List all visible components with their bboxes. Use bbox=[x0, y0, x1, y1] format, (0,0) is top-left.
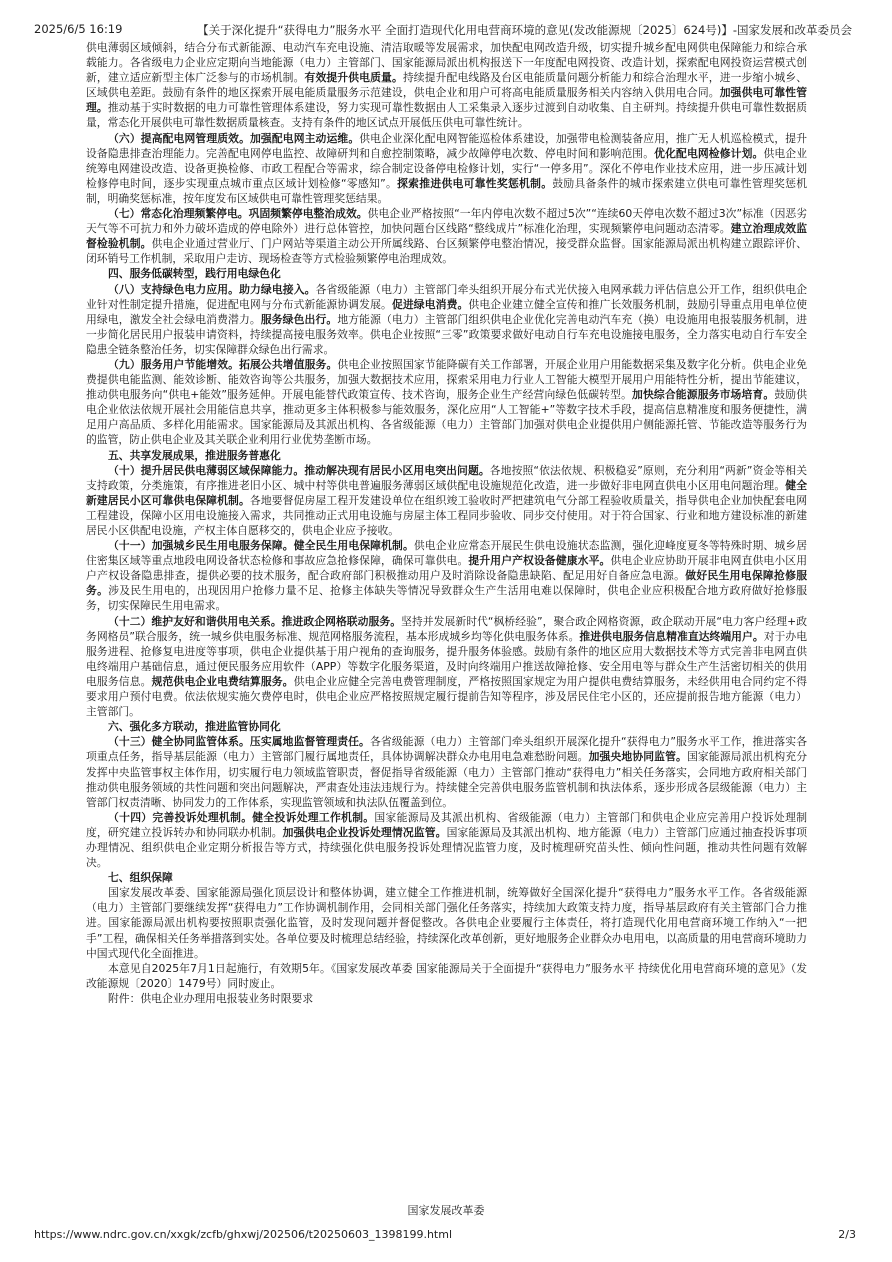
text-run: 各地按照“依法依规、积极稳妥”原则，充分利用“两新”资金等相关支持政策，分类施策，有序推进老旧小区、城中村等供电普遍服务薄弱区域供配电设施规范化改造，进一步做好非电网直供电小区用电问题治理。 bbox=[86, 463, 807, 492]
bold-phrase: （八）支持绿色电力应用。助力绿电接入。 bbox=[108, 282, 316, 296]
bold-phrase: 加强供电可靠性管理。 bbox=[86, 86, 807, 115]
text-run: 地方能源（电力）主管部门组织供电企业优化完善电动汽车充（换）电设施用电报装服务机制，进一步简化居民用户报装申请资料，持续提高接电服务效率。供电企业按照“三零”政策要求做好电动自行车充电设施接电服务，全力落实电动自行车安全隐患全链条整治任务，切实保障群众绿色出行需求。 bbox=[86, 312, 807, 356]
text-run: 五、共享发展成果，推进服务普惠化 bbox=[108, 448, 281, 462]
bold-phrase: 健全新建居民小区可靠供电保障机制。 bbox=[86, 478, 807, 507]
body-paragraph bbox=[86, 538, 807, 613]
bold-phrase: 建立治理成效监督检验机制。 bbox=[86, 222, 807, 251]
bold-phrase: （六）提高配电网管理质效。加强配电网主动运维。 bbox=[108, 131, 360, 145]
bold-phrase: 提升用户产权设备健康水平。 bbox=[468, 554, 611, 568]
text-run: 供电企业按照国家节能降碳有关工作部署，开展企业用户用能数据采集及数字化分析。供电企业免费提供电能监测、能效诊断、能效咨询等公共服务，加强大数据技术应用，探索采用电力行业人工智能大模型开展用户用能特性分析，提出节能建议，推动供电服务向“供电+能效”服务延伸。开展电能替代政策宣传、技术咨询，服务企业生产经营向绿色低碳转型。 bbox=[86, 357, 807, 402]
bold-phrase: 规范供电企业电费结算服务。 bbox=[151, 674, 294, 688]
text-run: 附件：供电企业办理用电报装业务时限要求 bbox=[108, 991, 314, 1005]
page-url: https://www.ndrc.gov.cn/xxgk/zcfb/ghxwj/202506/t20250603_1398199.html bbox=[34, 1228, 452, 1241]
bold-phrase: 探索推进供电可靠性奖惩机制。 bbox=[397, 176, 553, 190]
text-run: 国家发展改革委、国家能源局强化顶层设计和整体协调，建立健全工作推进机制，统筹做好全国深化提升“获得电力”服务水平工作。各省级能源（电力）主管部门要继续发挥“获得电力”工作协调机制作用，会同相关部门强化任务落实，持续加大政策支持力度，指导基层政府有关主管部门合力推进。国家能源局派出机构要按照职责强化监管，及时发现问题并督促整改。各供电企业要履行主体责任，将打造现代化用电营商环境工作纳入“一把手”工程，确保相关任务举措落到实处。各单位要及时梳理总结经验，持续深化改革创新，更好地服务企业群众办电用电，以高质量的用电营商环境助力中国式现代化全面推进。 bbox=[86, 886, 807, 960]
text-run: 本意见自2025年7月1日起施行，有效期5年。《国家发展改革委 国家能源局关于全面提升“获得电力”服务水平 持续优化用电营商环境的意见》（发改能源规〔2020〕1479号）同时废止。 bbox=[86, 961, 807, 990]
bold-phrase: （九）服务用户节能增效。拓展公共增值服务。 bbox=[108, 357, 338, 371]
page-number: 2/3 bbox=[838, 1228, 856, 1241]
bold-phrase: （十一）加强城乡民生用电服务保障。健全民生用电保障机制。 bbox=[108, 539, 414, 553]
bold-phrase: 加强供电企业投诉处理情况监管。 bbox=[282, 825, 447, 839]
bold-phrase: （十三）健全协同监管体系。压实属地监督管理责任。 bbox=[108, 735, 370, 749]
body-paragraph bbox=[86, 282, 807, 357]
text-run: 各省级能源（电力）主管部门牵头组织开展分布式光伏接入电网承载力评估信息公开工作，组织供电企业针对性制定提升措施，促进配电网与分布式新能源协调发展。 bbox=[86, 282, 807, 311]
bold-phrase: 服务绿色出行。 bbox=[260, 312, 338, 326]
bold-phrase: 促进绿电消费。 bbox=[391, 297, 469, 311]
section-heading bbox=[86, 448, 807, 463]
page-title: 【关于深化提升“获得电力”服务水平 全面打造现代化用电营商环境的意见(发改能源规〔2025〕624号)】-国家发展和改革委员会 bbox=[197, 23, 852, 37]
print-header bbox=[34, 22, 852, 40]
text-run: 六、强化多方联动，推进监管协同化 bbox=[108, 720, 281, 734]
text-run: 供电薄弱区域倾斜，结合分布式新能源、电动汽车充电设施、清洁取暖等发展需求，加快配电网改造升级，切实提升城乡配电网供电保障能力和综合承载能力。各省级电力企业应定期向当地能源（电力）主管部门、国家能源局派出机构报送下一年度配电网投资、改造计划，探索配电网投资运营模式创新，建立适应新型主体广泛参与的市场机制。 bbox=[86, 41, 807, 85]
text-run: 对于办电服务进程、抢修复电进度等事项，供电企业提供基于用户视角的查询服务，提升服务体验感。鼓励有条件的地区应用大数据技术等方式完善非电网直供电终端用户基础信息，通过便民服务应用软件（APP）等数字化服务渠道，及时向终端用户推送故障抢修、安全用电等与群众生产生活密切相关的供用电服务信息。 bbox=[86, 629, 807, 688]
text-run: 供电企业严格按照“一年内停电次数不超过5次”“连续60天停电次数不超过3次”标准（因恶劣天气等不可抗力和外力破坏造成的停电除外）进行总体管控，加快问题台区线路“整线成片”标准化治理，实现频繁停电问题动态清零。 bbox=[86, 207, 807, 236]
bold-phrase: （十二）维护友好和谐供用电关系。推进政企网格联动服务。 bbox=[108, 614, 402, 628]
text-run: 鼓励供电企业依法依规开展社会用能信息共享，推动更多主体积极参与能效服务，深化应用“人工智能+”等数字技术手段，提高信息精准度和服务便捷性，满足用户高品质、多样化用能需求。国家能源局及其派出机构、各省级能源（电力）主管部门加强对供电企业提供用户侧能源托管、节能改造等服务行为的监管，防止供电企业及其关联企业利用行业优势垄断市场。 bbox=[86, 388, 807, 447]
bold-phrase: 推进供电服务信息精准直达终端用户。 bbox=[579, 629, 764, 643]
body-paragraph bbox=[86, 961, 807, 991]
bold-phrase: 有效提升供电质量。 bbox=[304, 71, 403, 85]
body-paragraph bbox=[86, 734, 807, 809]
text-run: 供电企业深化配电网智能巡检体系建设，加强带电检测装备应用，推广无人机巡检模式，提升设备隐患排查治理能力。完善配电网停电监控、故障研判和自愈控制策略，减少故障停电次数、停电时间和影响范围。 bbox=[86, 131, 807, 160]
bold-phrase: 加快综合能源服务市场培育。 bbox=[632, 388, 775, 402]
text-run: 供电企业应常态开展民生供电设施状态监测，强化迎峰度夏冬等特殊时期、城乡居住密集区域等重点地段电网设备状态检修和事故应急抢修保障，确保可靠供电。 bbox=[86, 539, 807, 568]
text-run: 供电企业建立健全宣传和推广长效服务机制，鼓励引导重点用电单位使用绿电，激发全社会绿电消费潜力。 bbox=[86, 297, 807, 326]
body-paragraph bbox=[86, 131, 807, 206]
text-run: 推动基于实时数据的电力可靠性管理体系建设，努力实现可靠性数据由人工采集录入逐步过渡到自动收集、自主研判。持续提升供电可靠性数据质量，常态化开展供电可靠性数据质量核查。支持有条件的地区试点开展低压供电可靠性统计。 bbox=[86, 101, 807, 130]
bold-phrase: 优化配电网检修计划。 bbox=[654, 146, 764, 160]
body-paragraph bbox=[86, 810, 807, 870]
bold-phrase: 加强央地协同监管。 bbox=[588, 750, 687, 764]
text-run: 供电企业通过营业厅、门户网站等渠道主动公开所属线路、台区频繁停电整治情况，接受群众监督。国家能源局派出机构建立跟踪评价、闭环销号工作机制，采取用户走访、现场检查等方式检验频繁停电治理成效。 bbox=[86, 237, 807, 266]
section-heading bbox=[86, 870, 807, 885]
text-run: 供电企业应协助开展非电网直供电小区用户产权设备隐患排查，提供必要的技术服务，配合政府部门积极推动用户及时消除设备隐患缺陷、配足用好自备应急电源。 bbox=[86, 554, 807, 583]
bold-phrase: 做好民生用电保障抢修服务。 bbox=[86, 569, 807, 598]
text-run: 各地要督促房屋工程开发建设单位在组织竣工验收时严把建筑电气分部工程验收质量关，指导供电企业加快配套电网工程建设，保障小区用电设施接入需求，共同推动正式用电设施与房屋主体工程同步验收、同步交付使用。对于符合国家、行业和地方建设标准的新建居民小区供配电设施，产权主体自愿移交的，供电企业应予接收。 bbox=[86, 493, 807, 537]
text-run: 涉及民生用电的，出现因用户抢修力量不足、抢修主体缺失等情况导致群众生产生活用电难以保障时，供电企业应积极配合地方政府做好抢修服务，切实保障民生用电需求。 bbox=[86, 584, 807, 613]
bold-phrase: （七）常态化治理频繁停电。巩固频繁停电整治成效。 bbox=[108, 207, 368, 221]
text-run: 持续提升配电线路及台区电能质量问题分析能力和综合治理水平，进一步缩小城乡、区域供电差距。鼓励有条件的地区探索开展电能质量服务示范建设，供电企业和用户可将高电能质量服务相关内容纳入供用电合同。 bbox=[86, 71, 807, 100]
text-run: 坚持并发展新时代“枫桥经验”，聚合政企网格资源，政企联动开展“电力客户经理+政务网格员”联合服务，统一城乡供电服务标准、规范网格服务流程，基本形成城乡均等化供电服务体系。 bbox=[86, 614, 807, 643]
body-paragraph bbox=[86, 40, 807, 131]
attachment-note bbox=[86, 991, 807, 1006]
text-run: 鼓励具备条件的城市探索建立供电可靠性管理奖惩机制，明确奖惩标准，按年度发布区域供电可靠性管理奖惩结果。 bbox=[86, 176, 807, 205]
print-datetime: 2025/6/5 16:19 bbox=[34, 22, 123, 36]
text-run: 各省级能源（电力）主管部门牵头组织开展深化提升“获得电力”服务水平工作，推进落实各项重点任务，指导基层能源（电力）主管部门履行属地责任，具体协调解决群众办电用电急难愁盼问题。 bbox=[86, 735, 807, 764]
issuer-signature: 国家发展改革委 bbox=[407, 1204, 485, 1217]
text-run: 国家能源局派出机构充分发挥中央监管事权主体作用，切实履行电力领域监管职责，督促指导省级能源（电力）主管部门推动“获得电力”相关任务落实，会同地方政府相关部门推动供电服务领域的共性问题和突出问题解决，严肃查处违法违规行为。持续健全完善供电服务监管机制和执法体系，逐步形成各层级能源（电力）主管部门权责清晰、协同发力的工作体系，实现监管领域和执法队伍覆盖到位。 bbox=[86, 750, 807, 809]
text-run: 供电企业应健全完善电费管理制度，严格按照国家规定为用户提供电费结算服务，未经供用电合同约定不得要求用户预付电费。依法依规实施欠费停电时，供电企业应严格按照规定履行提前告知等程序，涉及居民住宅小区的，还应提前报告地方能源（电力）主管部门。 bbox=[86, 674, 807, 719]
text-run: 国家能源局及其派出机构、地方能源（电力）主管部门应通过抽查投诉事项办理情况、组织供电企业定期分析报告等方式，持续强化供电服务投诉处理情况监管力度，及时梳理研究苗头性、倾向性问题，推动共性问题有效解决。 bbox=[86, 825, 807, 870]
text-run: 供电企业统筹电网建设改造、设备更换检修、市政工程配合等需求，综合制定设备停电检修计划，实行“一停多用”。深化不停电作业技术应用，进一步压减计划检修停电时间，逐步实现重点城市重点区域计划检修“零感知”。 bbox=[86, 146, 807, 190]
body-paragraph bbox=[86, 357, 807, 448]
section-heading bbox=[86, 719, 807, 734]
document-body bbox=[86, 40, 807, 1190]
text-run: 国家能源局及其派出机构、省级能源（电力）主管部门和供电企业应完善用户投诉处理制度，研究建立投诉转办和协同联办机制。 bbox=[86, 810, 807, 839]
text-run: 七、组织保障 bbox=[108, 871, 173, 885]
body-paragraph bbox=[86, 206, 807, 266]
body-paragraph bbox=[86, 885, 807, 960]
text-run: 四、服务低碳转型，践行用电绿色化 bbox=[108, 267, 281, 281]
body-paragraph bbox=[86, 463, 807, 538]
bold-phrase: （十）提升居民供电薄弱区域保障能力。推动解决现有居民小区用电突出问题。 bbox=[108, 463, 490, 477]
body-paragraph bbox=[86, 614, 807, 720]
bold-phrase: （十四）完善投诉处理机制。健全投诉处理工作机制。 bbox=[108, 810, 375, 824]
section-heading bbox=[86, 266, 807, 281]
